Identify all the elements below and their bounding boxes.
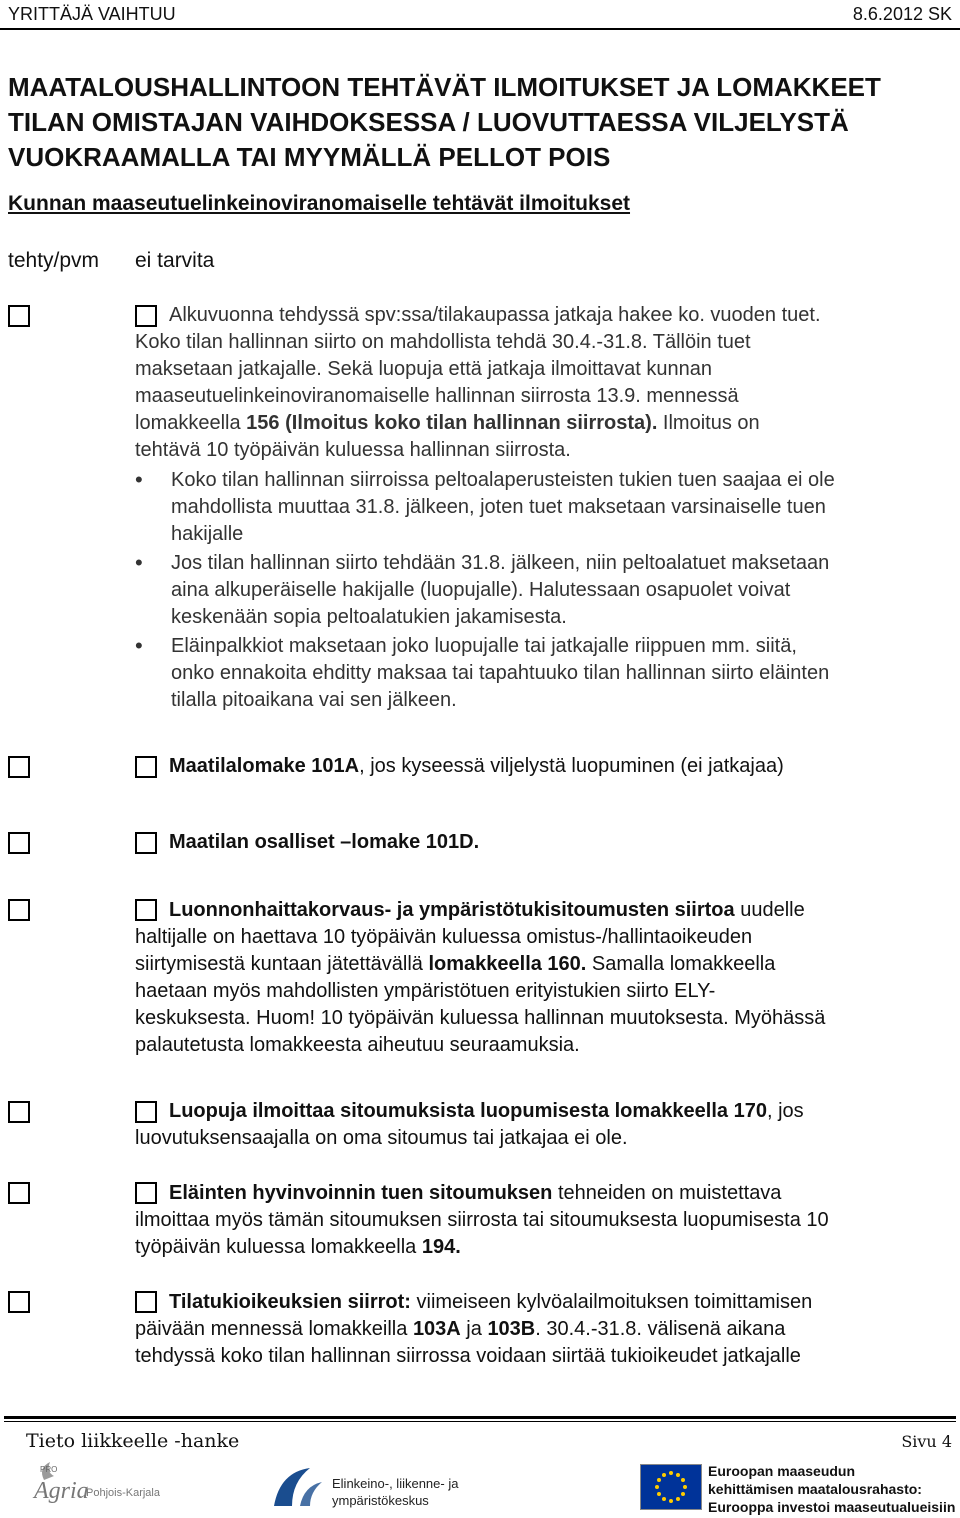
checkbox-done-7[interactable]: [8, 1291, 30, 1313]
agria-logo-mark: [30, 1458, 180, 1513]
footer-divider-thin: [4, 1421, 956, 1422]
checkbox-done-6[interactable]: [8, 1182, 30, 1204]
item-6-text: Eläinten hyvinvoinnin tuen sitoumuksen tehneiden on muistettava ilmoittaa myös tämän sitoumuksen siirrosta tai sitoumuksesta luopumisesta 10 työpäivän kuluessa lomakkeella 194.: [135, 1182, 829, 1258]
title-line-2: TILAN OMISTAJAN VAIHDOKSESSA / LUOVUTTAESSA VILJELYSTÄ: [8, 107, 849, 137]
column-header-not-needed: ei tarvita: [135, 249, 215, 272]
item-2-text: Maatilalomake 101A, jos kyseessä viljelystä luopuminen (ei jatkajaa): [169, 755, 784, 777]
ely-line-1: Elinkeino-, liikenne- ja: [332, 1476, 459, 1491]
checkbox-done-4[interactable]: [8, 899, 30, 921]
agria-logo: [30, 1458, 180, 1513]
ely-logo-mark: [270, 1462, 490, 1514]
eu-flag-icon: [640, 1464, 702, 1510]
checkbox-done-1[interactable]: [8, 305, 30, 327]
page-number: Sivu 4: [901, 1432, 952, 1451]
checkbox-done-2[interactable]: [8, 756, 30, 778]
item-5-text: Luopuja ilmoittaa sitoumuksista luopumisesta lomakkeella 170, jos luovutuksensaajalla on oma sitoumus tai jatkajaa ei ole.: [135, 1100, 804, 1149]
ely-logo: [270, 1462, 490, 1514]
footer-project-name: Tieto liikkeelle -hanke: [26, 1430, 240, 1452]
list-item: • Eläinpalkkiot maksetaan joko luopujalle tai jatkajalle riippuen mm. siitä, onko ennakoita ehditty maksaa tai tapahtuuko tilan hallinnan siirto eläinten tilalla pitoaikana vai sen jälkeen.: [135, 633, 955, 714]
page-header: [0, 0, 960, 30]
checkbox-done-3[interactable]: [8, 832, 30, 854]
agria-pro-text: PRO: [40, 1465, 58, 1474]
ely-line-2: ympäristökeskus: [332, 1493, 429, 1508]
header-date: 8.6.2012 SK: [852, 4, 952, 24]
item-4-text: Luonnonhaittakorvaus- ja ympäristötukisitoumusten siirtoa uudelle haltijalle on haettava 10 työpäivän kuluessa omistus-/hallintaoikeuden siirtymisestä kuntaan jätettävällä lomakkeella 160. Samalla lomakkeella haetaan myös mahdollisten ympäristötuen erityistukien siirto ELY- keskuksesta. Huom! 10 työpäivän kuluessa hallinnan muutoksesta. Myöhässä palautetusta lomakkeesta aiheutuu seuraamuksia.: [135, 899, 826, 1056]
column-header-done: tehty/pvm: [8, 249, 100, 272]
item-1-text: Alkuvuonna tehdyssä spv:ssa/tilakaupassa jatkaja hakee ko. vuoden tuet. Koko tilan hallinnan siirto on mahdollista tehdä 30.4.-31.8. Tällöin tuet maksetaan jatkajalle. Sekä luopuja että jatkaja ilmoittavat kunnan maaseutuelinkeinoviranomaiselle hallinnan siirrosta 13.9. mennessä lomakkeella 156 (Ilmoitus koko tilan hallinnan siirrosta). Ilmoitus on tehtävä 10 työpäivän kuluessa hallinnan siirrosta.: [135, 304, 821, 461]
section-subtitle: Kunnan maaseutuelinkeinoviranomaiselle tehtävät ilmoitukset: [8, 192, 631, 215]
agria-name-text: Agria: [34, 1478, 89, 1504]
eu-fund-text: Euroopan maaseudun kehittämisen maatalousrahasto: Eurooppa investoi maaseutualueisiin: [708, 1463, 956, 1515]
item-7-text: Tilatukioikeuksien siirrot: viimeiseen kylvöalailmoituksen toimittamisen päivään mennessä lomakkeilla 103A ja 103B. 30.4.-31.8. välisenä aikana tehdyssä koko tilan hallinnan siirrossa voidaan siirtää tukioikeudet jatkajalle: [135, 1291, 813, 1367]
item-3-text: Maatilan osalliset –lomake 101D.: [169, 831, 480, 853]
footer-divider: [4, 1416, 956, 1419]
list-item: • Koko tilan hallinnan siirroissa peltoalaperusteisten tukien tuen saajaa ei ole mahdollista muuttaa 31.8. jälkeen, joten tuet maksetaan varsinaiselle tuen hakijalle: [135, 467, 955, 548]
notes-list: [135, 467, 955, 716]
title-line-1: MAATALOUSHALLINTOON TEHTÄVÄT ILMOITUKSET JA LOMAKKEET: [8, 72, 881, 102]
document-title: [8, 70, 952, 175]
title-line-3: VUOKRAAMALLA TAI MYYMÄLLÄ PELLOT POIS: [8, 142, 611, 172]
agria-region-text: Pohjois-Karjala: [86, 1487, 160, 1499]
list-item: • Jos tilan hallinnan siirto tehdään 31.8. jälkeen, niin peltoalatuet maksetaan aina alkuperäiselle hakijalle (luopujalle). Halutessaan osapuolet voivat keskenään sopia peltoalatukien jakamisesta.: [135, 550, 955, 631]
checkbox-done-5[interactable]: [8, 1101, 30, 1123]
header-title: YRITTÄJÄ VAIHTUU: [8, 4, 176, 24]
